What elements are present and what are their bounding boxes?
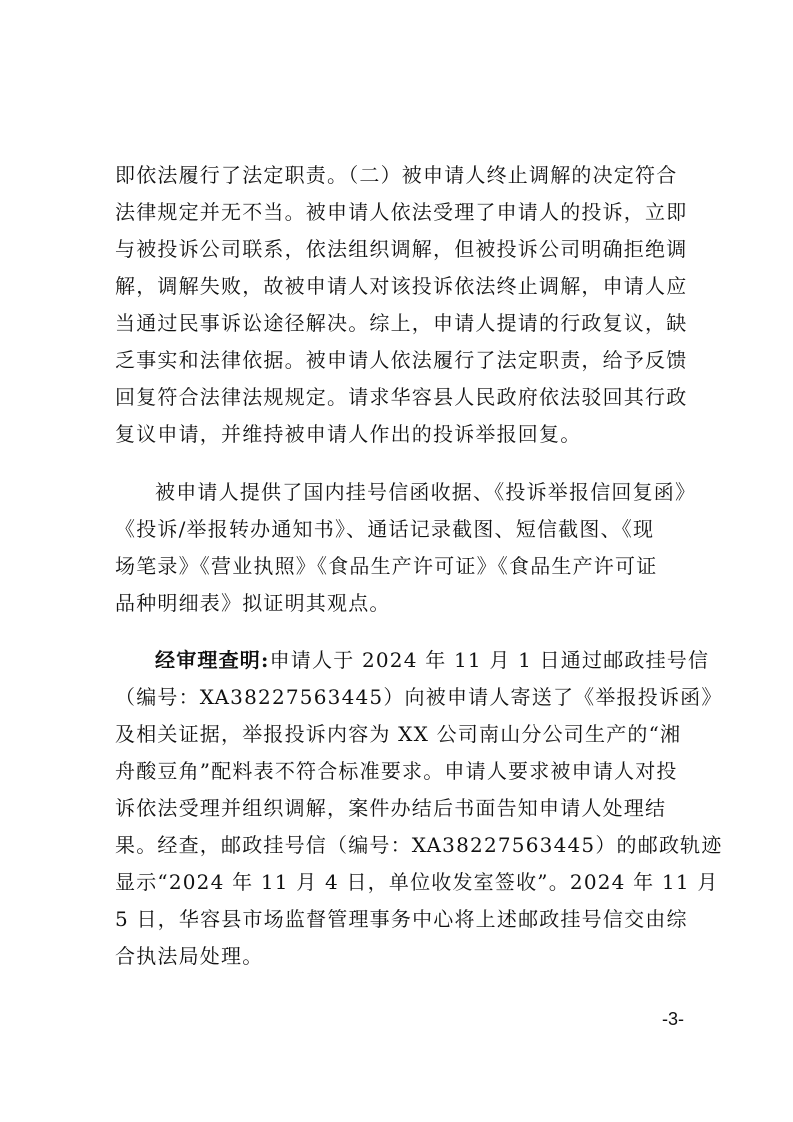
- text-line: （编号：XA38227563445）向被申请人寄送了《举报投诉函》: [115, 685, 723, 709]
- text-line: 场笔录》《营业执照》《食品生产许可证》《食品生产许可证: [115, 554, 658, 578]
- findings-heading: 经审理查明:: [155, 648, 270, 672]
- text-line: 舟酸豆角”配料表不符合标准要求。申请人要求被申请人对投: [115, 759, 678, 783]
- text-line: 即依法履行了法定职责。（二）被申请人终止调解的决定符合: [115, 163, 678, 187]
- text-line: 及相关证据，举报投诉内容为 XX 公司南山分公司生产的“湘: [115, 722, 682, 746]
- findings-text: 申请人于 2024 年 11 月 1 日通过邮政挂号信: [269, 648, 710, 672]
- text-line: [155, 642, 710, 678]
- text-line: 被申请人提供了国内挂号信函收据、《投诉举报信回复函》: [155, 480, 697, 504]
- text-line: 回复符合法律法规规定。请求华容县人民政府依法驳回其行政: [115, 385, 688, 409]
- text-line: 诉依法受理并组织调解，案件办结后书面告知申请人处理结: [115, 796, 667, 820]
- text-line: 当通过民事诉讼途径解决。综上，申请人提请的行政复议，缺: [115, 311, 688, 335]
- text-line: 果。经查，邮政挂号信（编号：XA38227563445）的邮政轨迹: [115, 833, 723, 857]
- text-line: 显示“2024 年 11 月 4 日，单位收发室签收”。2024 年 11 月: [115, 870, 719, 894]
- text-line: 5 日，华容县市场监督管理事务中心将上述邮政挂号信交由综: [115, 907, 688, 931]
- text-line: 法律规定并无不当。被申请人依法受理了申请人的投诉，立即: [115, 200, 688, 224]
- text-line: 复议申请，并维持被申请人作出的投诉举报回复。: [115, 422, 582, 446]
- text-line: 合执法局处理。: [115, 944, 264, 968]
- text-line: 品种明细表》拟证明其观点。: [115, 591, 391, 615]
- page-number: -3-: [662, 1009, 684, 1029]
- text-line: 解，调解失败，故被申请人对该投诉依法终止调解，申请人应: [115, 274, 688, 298]
- text-line: 《投诉/举报转办通知书》、通话记录截图、短信截图、《现: [115, 517, 655, 541]
- text-line: 乏事实和法律依据。被申请人依法履行了法定职责，给予反馈: [115, 348, 688, 372]
- text-line: 与被投诉公司联系，依法组织调解，但被投诉公司明确拒绝调: [115, 237, 688, 261]
